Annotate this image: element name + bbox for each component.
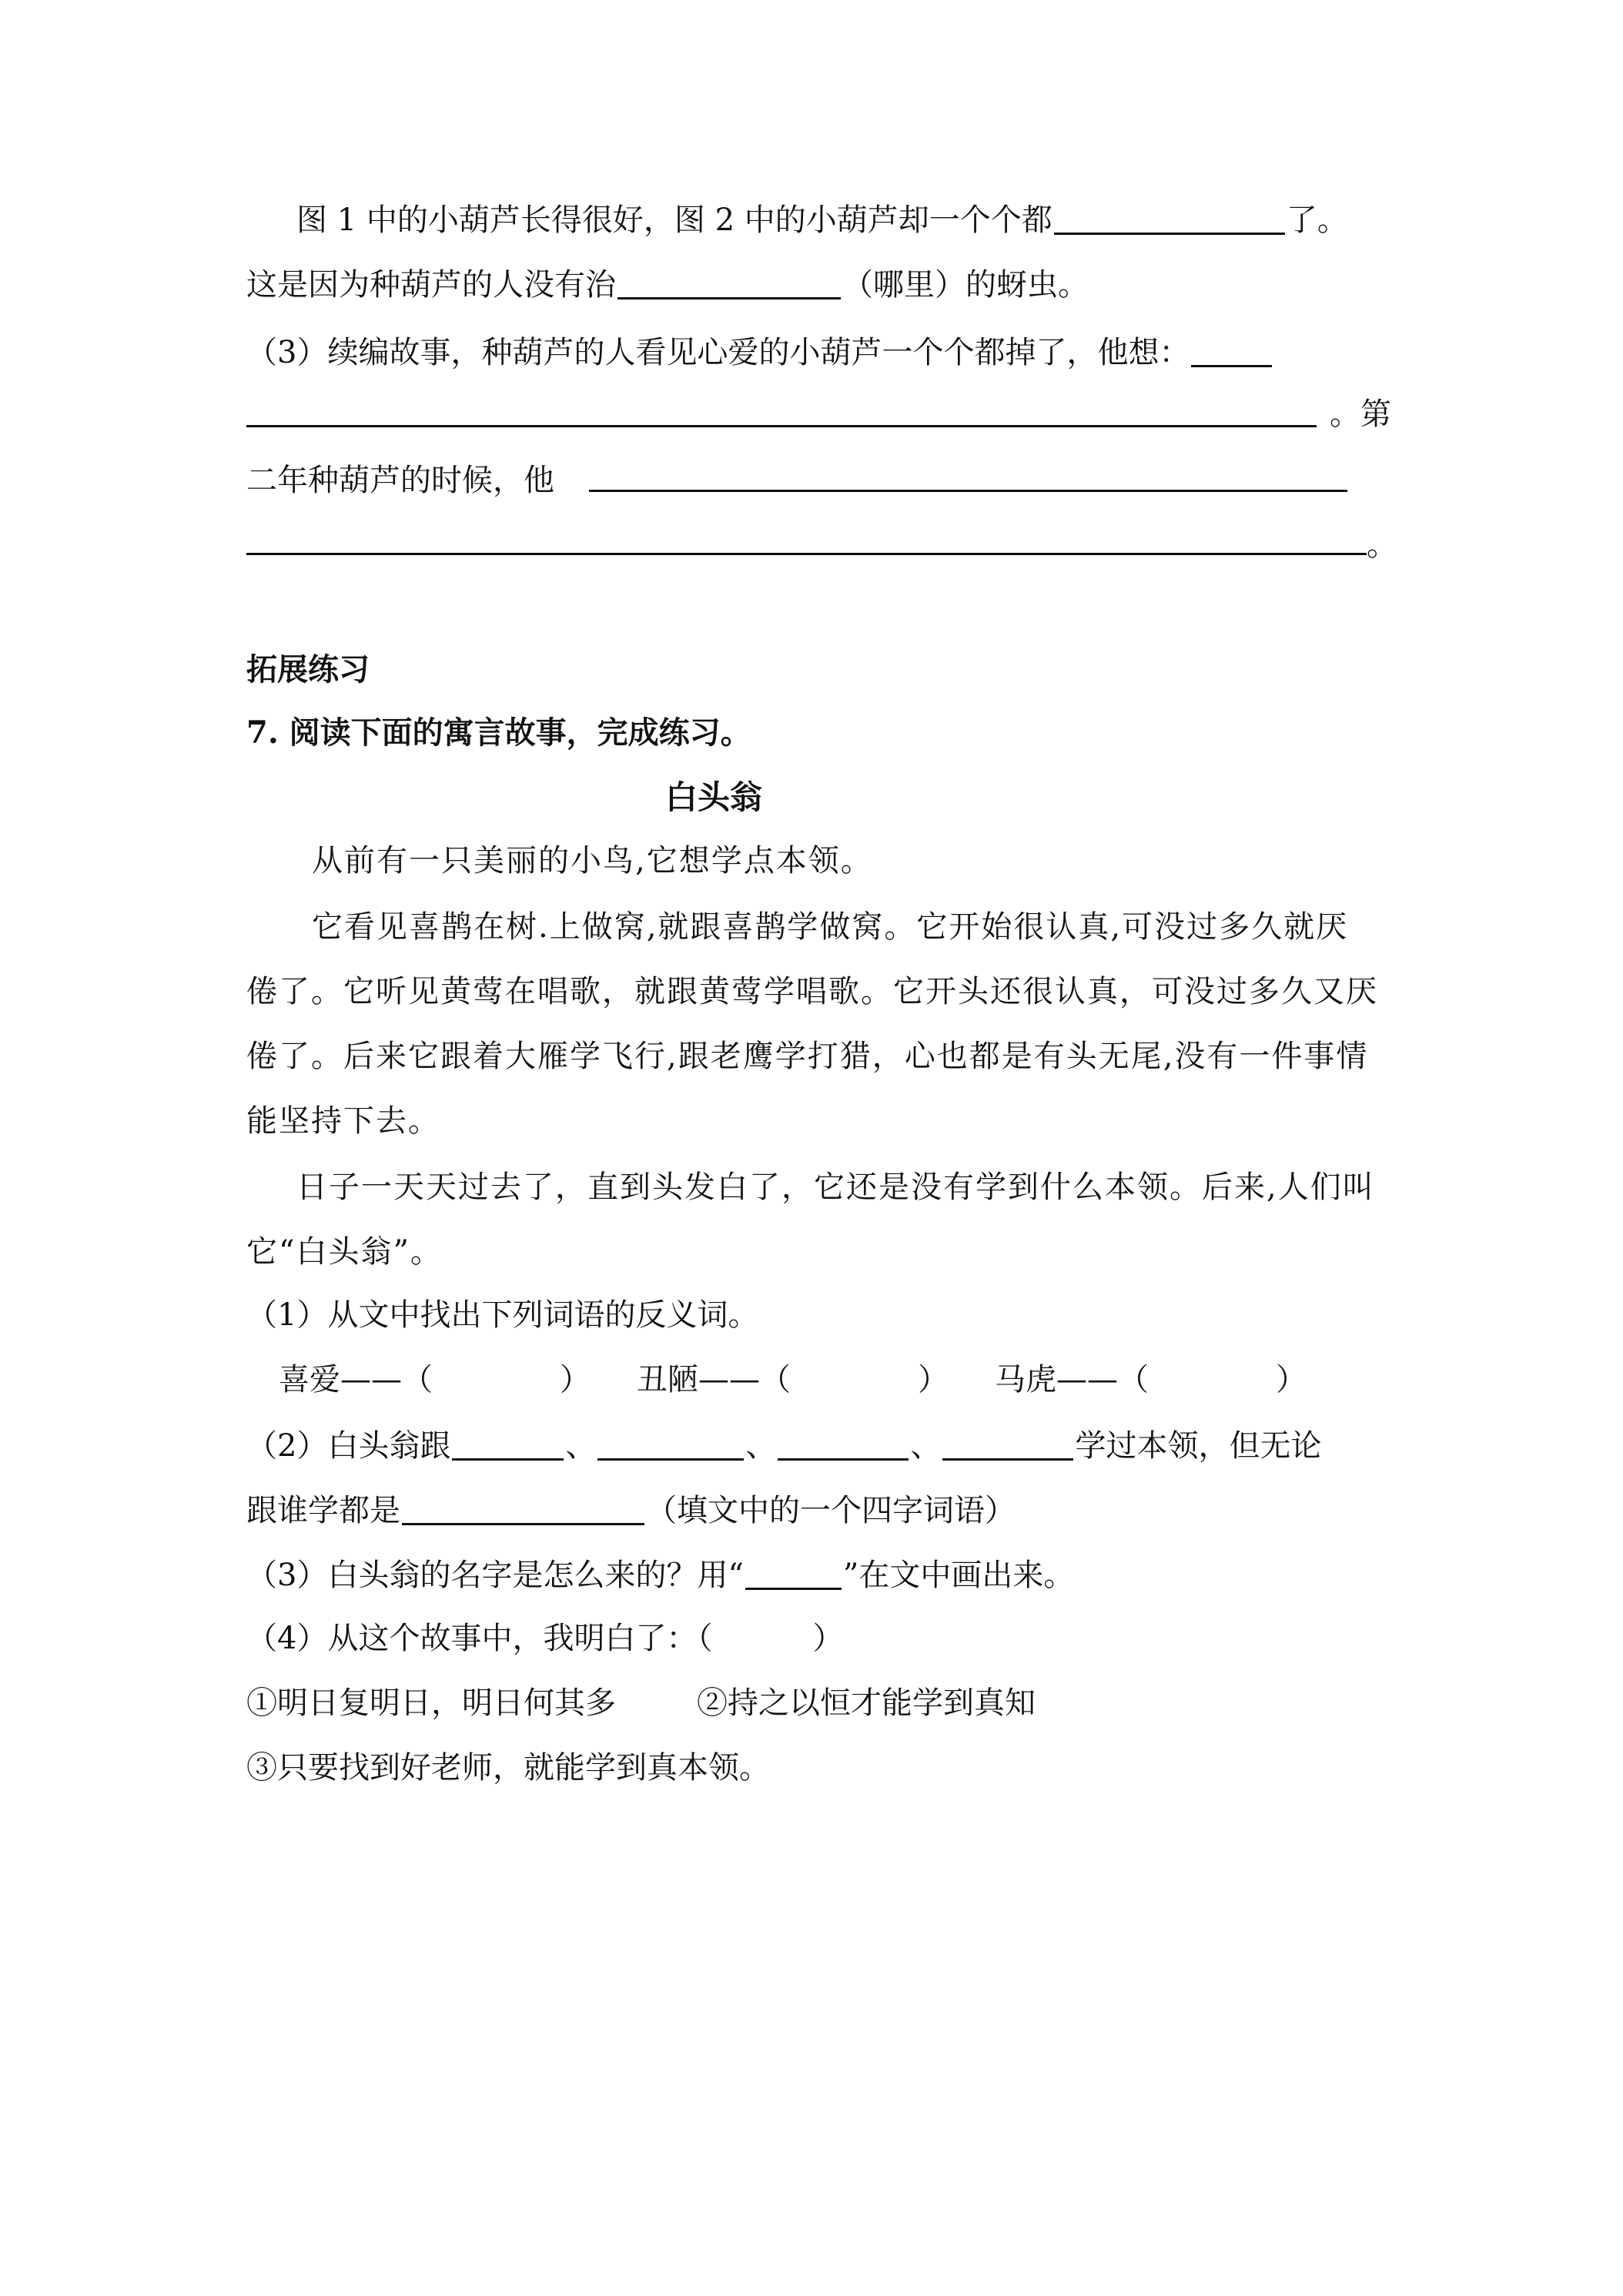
text: （填文中的一个四字词语）	[646, 1493, 1016, 1528]
question-2-continued	[246, 1489, 1401, 1532]
blank-q2-2[interactable]	[597, 1427, 744, 1461]
line-end-period	[1367, 524, 1413, 567]
text: 倦了。它听见黄莺在唱歌，就跟黄莺学唱歌。它开头还很认真，可没过多久又厌	[246, 974, 1378, 1009]
blank-q2-5[interactable]	[402, 1492, 644, 1525]
text: ）	[812, 1621, 844, 1656]
option-2: ②持之以恒才能学到真知	[697, 1685, 1036, 1721]
text: 拓展练习	[246, 651, 370, 688]
question-4-options	[246, 1682, 1401, 1725]
option-3: ③只要找到好老师，就能学到真本领。	[246, 1750, 770, 1786]
text: 。第	[1330, 397, 1391, 432]
option-1: ①明日复明日，明日何其多	[246, 1685, 616, 1721]
story-paragraph-2-line-2	[246, 970, 1401, 1013]
text: ）	[560, 1362, 591, 1397]
story-paragraph-3-line-2	[246, 1230, 1401, 1274]
blank-q2-4[interactable]	[942, 1427, 1073, 1461]
text: 它看见喜鹊在树.上做窝,就跟喜鹊学做窝。它开始很认真,可没过多久就厌	[312, 909, 1349, 945]
text: 白头翁	[664, 778, 762, 816]
question-7-heading	[246, 711, 1401, 755]
blank-q2-3[interactable]	[778, 1427, 909, 1461]
text: 这是因为种葫芦的人没有治	[246, 267, 616, 303]
text: 二年种葫芦的时候，他	[246, 463, 554, 498]
story-paragraph-2-line-4	[246, 1099, 1401, 1143]
text: 了。	[1286, 202, 1348, 238]
question-2	[246, 1424, 1401, 1468]
line-second-year	[246, 459, 1401, 502]
text: 。	[1367, 527, 1397, 563]
question-3	[246, 1554, 1401, 1597]
question-4	[246, 1617, 1401, 1660]
text: 、	[745, 1428, 777, 1464]
story-paragraph-2-line-1	[312, 905, 1467, 949]
text: 7. 阅读下面的寓言故事，完成练习。	[246, 715, 751, 751]
text: （3）白头翁的名字是怎么来的？用“	[246, 1558, 744, 1593]
answer-line-2[interactable]	[589, 490, 1347, 492]
sentence-gourd-1	[296, 199, 1451, 242]
sentence-gourd-2	[246, 263, 1401, 306]
answer-line-1[interactable]	[246, 425, 1317, 427]
text: （哪里）的蚜虫。	[842, 267, 1089, 303]
question-1-antonyms	[279, 1358, 1434, 1401]
text: 它“白头翁”。	[246, 1234, 443, 1270]
question-4-option-3	[246, 1746, 1401, 1789]
text: （4）从这个故事中，我明白了：（	[246, 1621, 713, 1656]
text: （3）续编故事，种葫芦的人看见心爱的小葫芦一个个都掉了，他想：	[246, 335, 1190, 370]
story-title	[0, 776, 1427, 819]
question-3-continue-story	[246, 331, 1401, 374]
story-paragraph-2-line-3	[246, 1035, 1401, 1078]
text: 图 1 中的小葫芦长得很好，图 2 中的小葫芦却一个个都	[296, 202, 1052, 238]
text: 丑陋——（	[637, 1362, 791, 1397]
text: （1）从文中找出下列词语的反义词。	[246, 1297, 759, 1333]
text: 、	[910, 1428, 942, 1464]
blank-q2-1[interactable]	[452, 1427, 564, 1461]
text: 倦了。后来它跟着大雁学飞行,跟老鹰学打猎，心也都是有头无尾,没有一件事情	[246, 1039, 1369, 1074]
text: 马虎——（	[995, 1362, 1149, 1397]
story-paragraph-3-line-1	[296, 1166, 1451, 1209]
section-heading	[246, 648, 1401, 691]
text: 喜爱——（	[279, 1362, 433, 1397]
text: 、	[565, 1428, 597, 1464]
story-paragraph-1	[312, 839, 1467, 882]
blank-3a[interactable]	[1191, 334, 1272, 367]
text: ）	[1276, 1362, 1307, 1397]
text: 能坚持下去。	[246, 1103, 440, 1139]
text: 日子一天天过去了，直到头发白了，它还是没有学到什么本领。后来,人们叫	[296, 1170, 1375, 1205]
text: ）	[918, 1362, 949, 1397]
question-1	[246, 1294, 1401, 1337]
text: （2）白头翁跟	[246, 1428, 451, 1464]
text: 从前有一只美丽的小鸟,它想学点本领。	[312, 843, 873, 879]
text: ”在文中画出来。	[842, 1558, 1075, 1593]
answer-line-3[interactable]	[246, 553, 1367, 555]
underline-sample	[745, 1557, 842, 1590]
text: 跟谁学都是	[246, 1493, 400, 1528]
text: 学过本领，但无论	[1075, 1428, 1322, 1464]
blank-1[interactable]	[1054, 202, 1285, 235]
blank-2[interactable]	[617, 266, 841, 300]
line-end-di	[1330, 393, 1407, 436]
